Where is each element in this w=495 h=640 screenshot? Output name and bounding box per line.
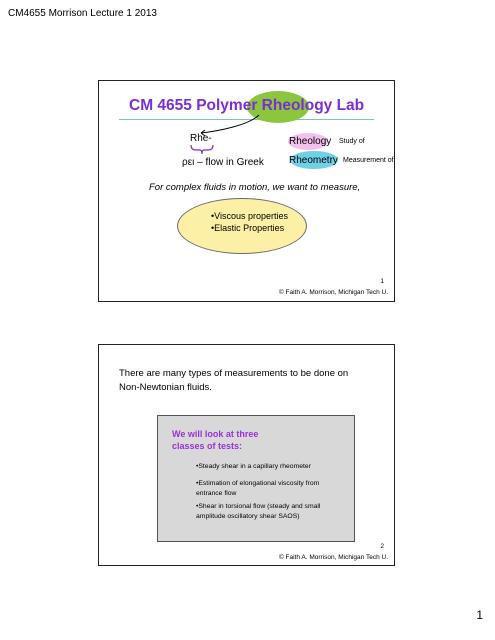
rheology-term: Rheology <box>289 136 332 147</box>
greek-flow-label: ρει – flow in Greek <box>182 157 264 168</box>
test-item: •Estimation of elongational viscosity from entrance flow <box>196 480 320 497</box>
rheology-definition: Study of <box>339 138 365 145</box>
complex-fluids-text: For complex fluids in motion, we want to measure, <box>149 182 361 193</box>
copyright: © Faith A. Morrison, Michigan Tech U. <box>278 554 388 561</box>
rhe-prefix: Rhe- <box>190 133 212 144</box>
tests-heading: We will look at three classes of tests: <box>172 429 259 451</box>
page-number: 1 <box>476 608 483 622</box>
copyright: © Faith A. Morrison, Michigan Tech U. <box>278 289 388 296</box>
intro-text: There are many types of measurements to be done on Non-Newtonian fluids. <box>119 368 349 393</box>
slide-2 <box>98 344 395 566</box>
tests-box <box>157 415 355 542</box>
rheometry-term: Rheometry <box>289 155 338 166</box>
document-header: CM4655 Morrison Lecture 1 2013 <box>8 8 157 19</box>
property-item: •Viscous properties <box>211 211 289 221</box>
brace-icon <box>189 144 215 156</box>
test-item: •Shear in torsional flow (steady and small amplitude oscillatory shear SAOS) <box>196 503 321 520</box>
test-item: •Steady shear in a capillary rheometer <box>196 463 311 470</box>
slide-number: 1 <box>380 278 384 285</box>
rheometry-definition: Measurement of <box>343 157 394 164</box>
connector-curve <box>199 111 279 141</box>
property-item: •Elastic Properties <box>211 223 285 233</box>
slide-title: CM 4655 Polymer Rheology Lab <box>129 97 365 114</box>
slide-number: 2 <box>380 543 384 550</box>
slide-1 <box>98 80 395 302</box>
